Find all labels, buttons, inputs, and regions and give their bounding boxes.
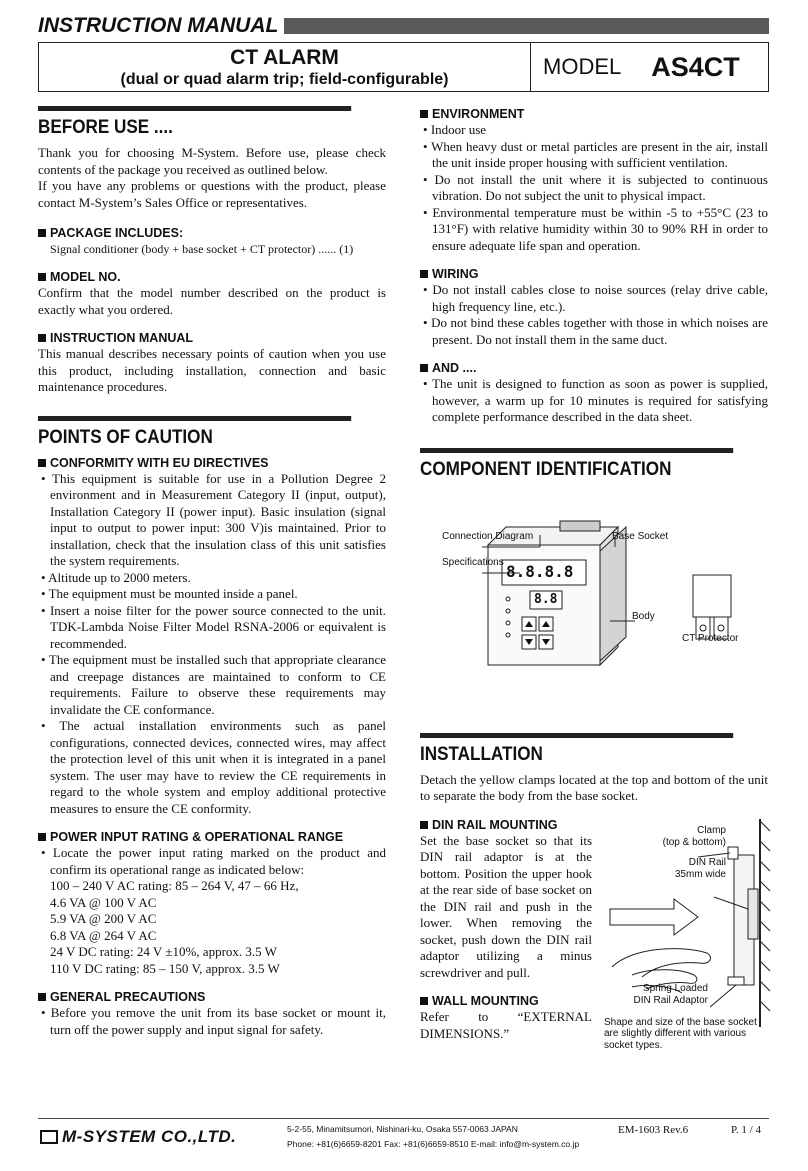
power-line: 4.6 VA @ 100 V AC: [50, 894, 157, 910]
list-item: • Environmental temperature must be within -5 to +55°C (23 to 131°F) with relative humidity within 30 to 90% RH in order to ensure adequate life span and operation.: [423, 204, 768, 253]
intro-paragraph-1: Thank you for choosing M-System. Before use, please check contents of the package you received as outlined below.: [38, 145, 386, 177]
subheading-power: POWER INPUT RATING & OPERATIONAL RANGE: [38, 829, 386, 845]
manual-label: INSTRUCTION MANUAL: [38, 14, 279, 37]
figure-note: Shape and size of the base socket are slightly different with various socket types.: [604, 1016, 757, 1051]
label-din-rail-width: 35mm wide: [674, 868, 726, 880]
right-column: [420, 106, 769, 1051]
square-bullet-icon: [420, 821, 428, 829]
subheading-instruction-manual: INSTRUCTION MANUAL: [38, 330, 386, 346]
power-line: 6.8 VA @ 264 V AC: [50, 927, 157, 943]
list-item: • Indoor use: [423, 122, 487, 137]
title-block: [38, 42, 769, 92]
label-body: Body: [632, 610, 655, 622]
section-title-installation: INSTALLATION: [420, 733, 733, 766]
installation-text-column: [420, 817, 592, 1043]
section-title-before-use: BEFORE USE ....: [38, 106, 351, 139]
document-revision: EM-1603 Rev.6: [618, 1124, 689, 1136]
installation-body: [420, 817, 768, 1051]
label-clamp-note: (top & bottom): [662, 836, 726, 848]
list-item: • Insert a noise filter for the power source connected to the unit. TDK-Lambda Noise Filter Model RSNA-2006 or equivalent is recommended.: [41, 602, 386, 651]
square-bullet-icon: [38, 273, 46, 281]
power-line: 110 V DC rating: 85 – 150 V, approx. 3.5 W: [50, 960, 280, 976]
product-title: CT ALARM: [230, 46, 339, 69]
left-column: [38, 106, 386, 1038]
square-bullet-icon: [38, 459, 46, 467]
square-bullet-icon: [38, 229, 46, 237]
wall-mounting-text: Refer to “EXTERNAL DIMENSIONS.”: [420, 1009, 592, 1041]
section-title-caution: POINTS OF CAUTION: [38, 416, 351, 449]
square-bullet-icon: [420, 270, 428, 278]
banner-bar: [284, 18, 769, 34]
display-bottom: 8.8: [534, 591, 558, 607]
model-value: AS4CT: [651, 51, 740, 82]
component-figure: [420, 487, 768, 677]
model-no-text: Confirm that the model number described on the product is exactly what you ordered.: [38, 285, 386, 317]
label-specifications: Specifications: [442, 556, 504, 568]
company-logo: [40, 1127, 236, 1147]
subheading-model-no: MODEL NO.: [38, 269, 386, 285]
display-top: 8.8.8.8: [506, 561, 574, 581]
square-bullet-icon: [38, 833, 46, 841]
subheading-and: AND ....: [420, 360, 768, 376]
model-box: [531, 43, 768, 91]
list-item: • Do not install cables close to noise sources (relay drive cable, high frequency line, etc.).: [423, 282, 769, 314]
power-line: 100 – 240 V AC rating: 85 – 264 V, 47 – 66 Hz,: [50, 878, 299, 893]
square-bullet-icon: [38, 334, 46, 342]
subheading-wall-mounting: WALL MOUNTING: [420, 993, 592, 1009]
product-title-box: [39, 43, 531, 91]
subheading-din-rail: DIN RAIL MOUNTING: [420, 817, 592, 833]
subheading-environment: ENVIRONMENT: [420, 106, 768, 122]
list-item: • Locate the power input rating marked on the product and confirm its operational range as indicated below:: [41, 845, 386, 877]
subheading-general: GENERAL PRECAUTIONS: [38, 989, 386, 1005]
label-connection-diagram: Connection Diagram: [442, 530, 534, 542]
din-rail-figure: [602, 817, 772, 1077]
label-ct-protector: CT Protector: [682, 632, 739, 644]
footer-address-block: [287, 1122, 579, 1152]
square-bullet-icon: [420, 997, 428, 1005]
subheading-eu: CONFORMITY WITH EU DIRECTIVES: [38, 455, 386, 471]
label-clamp: Clamp: [697, 824, 726, 836]
label-spring-loaded: Spring Loaded: [642, 982, 708, 994]
list-item: • Altitude up to 2000 meters.: [41, 569, 191, 585]
footer-divider: [38, 1118, 769, 1119]
installation-intro: Detach the yellow clamps located at the top and bottom of the unit to separate the body from the base socket.: [420, 771, 768, 803]
product-subtitle: (dual or quad alarm trip; field-configurable): [120, 71, 449, 88]
list-item: • Before you remove the unit from its base socket or mount it, turn off the power supply and input signal for safety.: [41, 1005, 386, 1037]
company-address: 5-2-55, Minamitsumori, Nishinari-ku, Osaka 557-0063 JAPAN: [287, 1124, 518, 1134]
top-banner: [38, 14, 769, 38]
page-number: P. 1 / 4: [731, 1124, 761, 1136]
list-item: • Do not install the unit where it is subjected to continuous vibration. Do not subject the unit to physical impact.: [423, 171, 768, 203]
label-din-adaptor: DIN Rail Adaptor: [633, 994, 708, 1006]
label-base-socket: Base Socket: [612, 530, 669, 542]
list-item: • Do not bind these cables together with those in which noises are present. Do not install them in the same duct.: [423, 315, 768, 347]
list-item: • When heavy dust or metal particles are present in the air, install the unit inside proper housing with sufficient ventilation.: [423, 138, 768, 170]
list-item: • The equipment must be mounted inside a panel.: [41, 586, 298, 601]
instruction-manual-text: This manual describes necessary points of caution when you use this product, including installation, connection and basic maintenance procedures.: [38, 346, 386, 394]
square-bullet-icon: [38, 993, 46, 1001]
power-line: 5.9 VA @ 200 V AC: [50, 911, 157, 926]
power-line: 24 V DC rating: 24 V ±10%, approx. 3.5 W: [50, 944, 277, 959]
package-item: Signal conditioner (body + base socket + CT protector) ...... (1): [50, 242, 354, 256]
label-din-rail: DIN Rail: [688, 856, 726, 868]
section-title-component: COMPONENT IDENTIFICATION: [420, 448, 733, 481]
logo-mark-icon: [40, 1130, 58, 1144]
list-item: • The actual installation environments such as panel configurations, connected devices, connected wires, may affect the protection level of this unit when it is integrated in a panel system. The user may have to review the CE requirements in regard to the whole system and employ additional protective measures to ensure the CE conformity.: [41, 718, 386, 816]
subheading-wiring: WIRING: [420, 266, 768, 282]
subheading-package: PACKAGE INCLUDES:: [38, 225, 386, 241]
square-bullet-icon: [420, 110, 428, 118]
company-contact: Phone: +81(6)6659-8201 Fax: +81(6)6659-8510 E-mail: info@m-system.co.jp: [287, 1139, 580, 1149]
list-item: • The unit is designed to function as soon as power is supplied, however, a warm up for 10 minutes is required for satisfying complete performance described in the data sheet.: [423, 376, 768, 424]
list-item: • This equipment is suitable for use in a Pollution Degree 2 environment and in Measurement Category II (input, output), Installation Category II (power input). Basic insulation (signal input to output to power input: 300 V)is maintained. Prior to installation, check that the insulation class of this unit satisfies the system requirements.: [41, 470, 386, 568]
company-name: M-SYSTEM CO.,LTD.: [62, 1127, 237, 1146]
list-item: • The equipment must be installed such that appropriate clearance and creepage distances are maintained to conform to CE requirements. Failure to observe these requirements may invalidate the CE conformance.: [41, 652, 386, 717]
square-bullet-icon: [420, 364, 428, 372]
din-rail-text: Set the base socket so that its DIN rail adaptor is at the bottom. Position the upper hook at the rear side of base socket on the DIN rail and push in the lower. When removing the socket, push down the DIN rail adaptor utilizing a minus screwdriver and pull.: [420, 832, 592, 980]
intro-paragraph-2: If you have any problems or questions with the product, please contact M-System’s Sales Office or representatives.: [38, 178, 386, 210]
component-diagram: [420, 487, 768, 677]
model-label: MODEL: [543, 54, 622, 79]
